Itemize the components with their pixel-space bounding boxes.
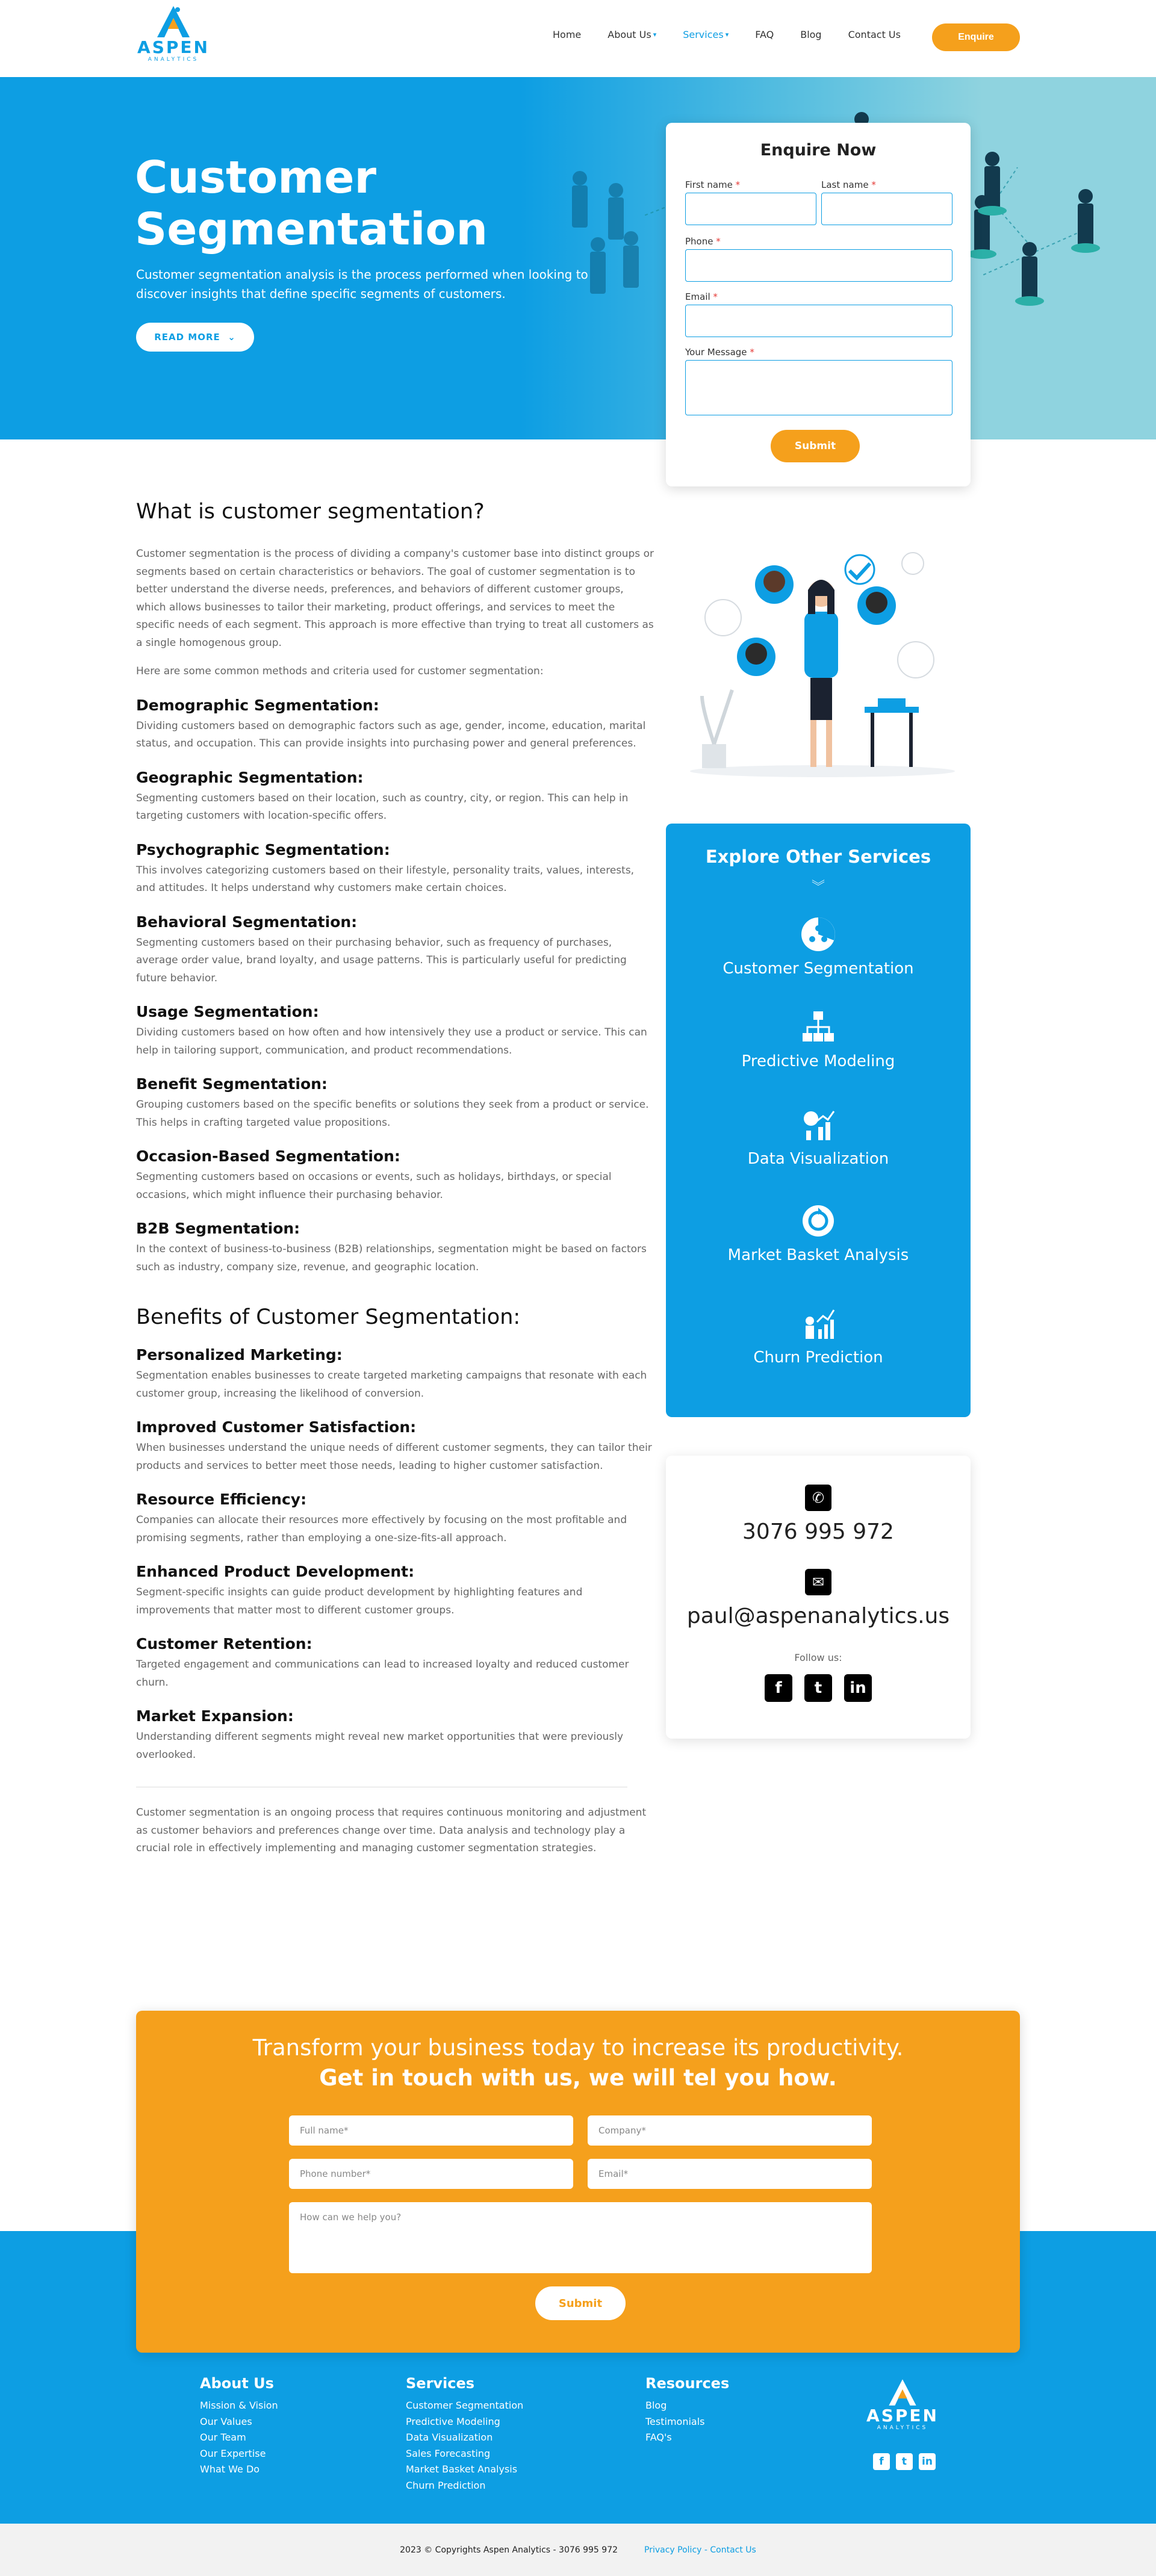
linkedin-icon[interactable]: in: [844, 1674, 872, 1702]
footer-link-sales-forecasting[interactable]: Sales Forecasting: [406, 2447, 491, 2459]
email-address[interactable]: paul@aspenanalytics.us: [686, 1604, 950, 1628]
benefit-text: Segment-specific insights can guide product development by highlighting features and improvements that matter most to different customer groups.: [136, 1586, 583, 1616]
service-label: Data Visualization: [747, 1150, 889, 1168]
benefit-title: Customer Retention:: [136, 1635, 312, 1653]
benefit-text: Companies can allocate their resources more effectively by focusing on the most profitable and promising segments, rather than employing a one-size-fits-all approach.: [136, 1514, 627, 1544]
methods-list: [136, 697, 654, 1277]
footer-link-churn-prediction[interactable]: Churn Prediction: [406, 2479, 486, 2491]
service-label: Predictive Modeling: [741, 1052, 895, 1070]
method-title: Psychographic Segmentation:: [136, 840, 390, 858]
method-text: Grouping customers based on the specific benefits or solutions they seek from a product or service. This helps in crafting targeted value propositions.: [136, 1099, 649, 1129]
footer-logo[interactable]: [865, 2378, 940, 2431]
method-text: Segmenting customers based on their purchasing behavior, such as frequency of purchases, average order value, brand loyalty, and usage patterns. This is particularly useful for predicting future behavior.: [136, 936, 627, 984]
method-title: Behavioral Segmentation:: [136, 913, 358, 931]
company-input[interactable]: Company*: [588, 2115, 872, 2146]
phone-number-input[interactable]: Phone number*: [289, 2159, 573, 2189]
privacy-policy-link[interactable]: Privacy Policy: [644, 2545, 702, 2555]
service-link-churn-prediction[interactable]: [666, 1304, 971, 1367]
last-name-input[interactable]: [821, 193, 952, 225]
email-input[interactable]: [685, 305, 952, 337]
benefit-item: [136, 1491, 654, 1547]
facebook-icon[interactable]: f: [765, 1674, 792, 1702]
enquire-button[interactable]: Enquire: [932, 23, 1020, 51]
benefit-text: When businesses understand the unique needs of different customer segments, they can tailor their products and services to better meet those needs, leading to higher customer satisfaction.: [136, 1442, 652, 1472]
segmentation-illustration: [666, 527, 971, 780]
intro-paragraph: Customer segmentation is the process of dividing a company's customer base into distinct groups or segments based on certain characteristics or behaviors. The goal of customer segmentation is to better understand the diverse needs, preferences, and behaviors of different customer groups, which allows businesses to tailor their marketing, product offerings, and services to meet the specific needs of each segment. This approach is more effective than trying to treat all customers as a single homogenous group.: [136, 548, 654, 649]
benefit-title: Enhanced Product Development:: [136, 1563, 415, 1580]
legal-links: Privacy Policy - Contact Us: [644, 2545, 756, 2555]
method-item: [136, 913, 654, 988]
footer-link-expertise[interactable]: Our Expertise: [200, 2447, 266, 2459]
nav-contact-us[interactable]: Contact Us: [848, 29, 901, 40]
service-link-predictive-modeling[interactable]: [666, 1008, 971, 1070]
method-title: Benefit Segmentation:: [136, 1075, 328, 1093]
benefit-item: [136, 1635, 654, 1692]
linkedin-icon[interactable]: in: [919, 2453, 936, 2470]
service-link-customer-segmentation[interactable]: [666, 915, 971, 978]
footer-resources-column: [645, 2375, 729, 2446]
social-block: [666, 1652, 971, 1702]
footer-social-links: [873, 2453, 936, 2470]
copyright-bar: [0, 2524, 1156, 2576]
footer-link-customer-segmentation[interactable]: Customer Segmentation: [406, 2400, 524, 2411]
method-text: Segmenting customers based on their location, such as country, city, or region. This can help in targeting customers with location-specific offers.: [136, 792, 629, 822]
other-services-panel: [666, 824, 971, 1417]
service-label: Market Basket Analysis: [727, 1246, 909, 1264]
contact-cta-form: [136, 2011, 1020, 2353]
benefit-title: Personalized Marketing:: [136, 1346, 343, 1364]
hero-subtitle: Customer segmentation analysis is the process performed when looking to discover insights that define specific segments of customers.: [136, 267, 588, 301]
section-heading: What is customer segmentation?: [136, 500, 485, 524]
chevron-down-icon: ▾: [725, 31, 729, 39]
read-more-button[interactable]: READ MORE ⌄: [136, 323, 254, 352]
logo-mountain-icon: [887, 2378, 918, 2407]
main-content: [136, 500, 654, 1858]
method-text: In the context of business-to-business (B2B) relationships, segmentation might be based on factors such as industry, company size, revenue, and geographic location.: [136, 1243, 647, 1273]
email-block: [666, 1569, 971, 1628]
last-name-label: Last name *: [821, 179, 876, 190]
footer-link-what-we-do[interactable]: What We Do: [200, 2463, 260, 2475]
first-name-input[interactable]: [685, 193, 816, 225]
footer-link-mission[interactable]: Mission & Vision: [200, 2400, 278, 2411]
footer-link-market-basket-analysis[interactable]: Market Basket Analysis: [406, 2463, 518, 2475]
phone-number[interactable]: 3076 995 972: [742, 1519, 894, 1544]
phone-block: [666, 1485, 971, 1544]
message-label: Your Message *: [685, 347, 754, 358]
enquiry-form: [666, 123, 971, 486]
first-name-label: First name *: [685, 179, 741, 190]
method-title: Geographic Segmentation:: [136, 768, 364, 786]
benefit-title: Market Expansion:: [136, 1707, 294, 1725]
method-item: [136, 841, 654, 898]
twitter-icon[interactable]: t: [896, 2453, 913, 2470]
message-textarea[interactable]: [685, 360, 952, 415]
enquiry-title: Enquire Now: [760, 141, 877, 160]
benefit-item: [136, 1418, 654, 1475]
main-nav: [553, 29, 927, 40]
method-item: [136, 1075, 654, 1132]
benefits-heading: Benefits of Customer Segmentation:: [136, 1305, 521, 1329]
copyright-text: 2023 © Copyrights Aspen Analytics - 3076 995 972: [400, 2545, 618, 2555]
hero-banner: [0, 77, 1156, 439]
method-item: [136, 1003, 654, 1060]
nav-faq[interactable]: FAQ: [755, 29, 774, 40]
site-header: [0, 0, 1156, 77]
phone-icon: ✆: [805, 1485, 831, 1511]
footer-contact-link[interactable]: Contact Us: [710, 2545, 756, 2555]
email-label: Email *: [685, 291, 718, 302]
full-name-input[interactable]: Full name*: [289, 2115, 573, 2146]
footer-link-values[interactable]: Our Values: [200, 2415, 252, 2427]
phone-label: Phone *: [685, 236, 721, 247]
method-text: Dividing customers based on how often and how intensively they use a product or service. This can help in tailoring support, communication, and product recommendations.: [136, 1026, 647, 1057]
hero-title: Customer Segmentation: [135, 152, 488, 255]
footer-link-blog[interactable]: Blog: [645, 2400, 667, 2411]
enquiry-submit-button[interactable]: Submit: [771, 430, 860, 462]
chart-growth-icon: [799, 1105, 837, 1144]
method-item: [136, 1147, 654, 1204]
cycle-arrows-icon: [799, 1202, 837, 1240]
chevron-double-down-icon: ⌄: [228, 332, 236, 343]
method-text: Segmenting customers based on occasions or events, such as holidays, birthdays, or special occasions, which might influence their purchasing behavior.: [136, 1171, 612, 1201]
follow-us-label: Follow us:: [794, 1652, 842, 1663]
method-text: This involves categorizing customers based on their lifestyle, personality traits, values, interests, and attitudes. It helps understand why customers make certain choices.: [136, 864, 635, 894]
footer-link-faqs[interactable]: FAQ's: [645, 2432, 672, 2443]
service-link-market-basket-analysis[interactable]: [666, 1202, 971, 1264]
facebook-icon[interactable]: f: [873, 2453, 890, 2470]
service-label: Churn Prediction: [753, 1349, 883, 1367]
method-text: Dividing customers based on demographic factors such as age, gender, income, education, marital status, and occupation. This can provide insights into purchasing power and general preferences.: [136, 719, 646, 750]
services-panel-title: Explore Other Services: [705, 846, 931, 867]
methods-intro: Here are some common methods and criteria used for customer segmentation:: [136, 665, 544, 677]
people-chart-icon: [799, 1304, 837, 1342]
method-item: [136, 769, 654, 825]
benefit-text: Segmentation enables businesses to create targeted marketing campaigns that resonate with each customer group, increasing the likelihood of conversion.: [136, 1370, 647, 1400]
benefits-list: [136, 1346, 654, 1764]
benefit-title: Improved Customer Satisfaction:: [136, 1418, 417, 1436]
nav-services[interactable]: Services ▾: [683, 29, 729, 40]
help-message-textarea[interactable]: How can we help you?: [289, 2202, 872, 2273]
method-title: Occasion-Based Segmentation:: [136, 1147, 400, 1165]
envelope-icon: ✉: [805, 1569, 831, 1595]
cta-email-input[interactable]: Email*: [588, 2159, 872, 2189]
method-item: [136, 1220, 654, 1276]
segmentation-pie-icon: [799, 915, 837, 954]
cta-subheadline: Get in touch with us, we will tel you how.: [319, 2065, 837, 2091]
footer-link-testimonials[interactable]: Testimonials: [645, 2415, 705, 2427]
method-title: Usage Segmentation:: [136, 1003, 319, 1020]
phone-input[interactable]: [685, 249, 952, 282]
nav-about-us[interactable]: About Us ▾: [608, 29, 657, 40]
footer-services-column: [406, 2375, 523, 2494]
closing-paragraph: Customer segmentation is an ongoing process that requires continuous monitoring and adjustment as customer behaviors and preferences change over time. Data analysis and technology play a crucial role in effectively implementing and managing customer segmentation strategies.: [136, 1807, 647, 1854]
twitter-icon[interactable]: t: [804, 1674, 832, 1702]
method-title: B2B Segmentation:: [136, 1220, 300, 1237]
footer-resources-title: Resources: [645, 2375, 730, 2392]
nav-blog[interactable]: Blog: [800, 29, 822, 40]
method-item: [136, 697, 654, 753]
footer-about-title: About Us: [200, 2375, 274, 2392]
logo-name: ASPEN: [866, 2406, 939, 2425]
cta-submit-button[interactable]: Submit: [535, 2286, 626, 2320]
benefit-item: [136, 1563, 654, 1619]
chevron-down-icon: ▾: [653, 31, 657, 39]
footer-link-predictive-modeling[interactable]: Predictive Modeling: [406, 2415, 500, 2427]
footer-about-column: [200, 2375, 278, 2478]
logo-name: ASPEN: [137, 37, 210, 57]
logo-subtitle: ANALYTICS: [148, 57, 199, 63]
logo-mountain-icon: [155, 5, 192, 39]
benefit-text: Targeted engagement and communications can lead to increased loyalty and reduced customer churn.: [136, 1659, 629, 1689]
benefit-item: [136, 1707, 654, 1764]
footer-services-title: Services: [406, 2375, 475, 2392]
footer-link-team[interactable]: Our Team: [200, 2432, 246, 2443]
chevron-double-down-icon: ︾: [811, 880, 825, 895]
service-link-data-visualization[interactable]: [666, 1105, 971, 1168]
hierarchy-blocks-icon: [799, 1008, 837, 1046]
nav-home[interactable]: Home: [553, 29, 582, 40]
method-title: Demographic Segmentation:: [136, 696, 379, 714]
site-logo[interactable]: [136, 5, 211, 67]
benefit-title: Resource Efficiency:: [136, 1491, 307, 1508]
service-label: Customer Segmentation: [722, 960, 914, 978]
benefit-text: Understanding different segments might reveal new market opportunities that were previously overlooked.: [136, 1731, 624, 1761]
social-links: [666, 1674, 971, 1702]
footer-link-data-visualization[interactable]: Data Visualization: [406, 2432, 493, 2443]
contact-card: [666, 1456, 971, 1739]
logo-subtitle: ANALYTICS: [877, 2425, 928, 2431]
benefit-item: [136, 1346, 654, 1403]
cta-headline: Transform your business today to increase its productivity.: [252, 2035, 904, 2061]
